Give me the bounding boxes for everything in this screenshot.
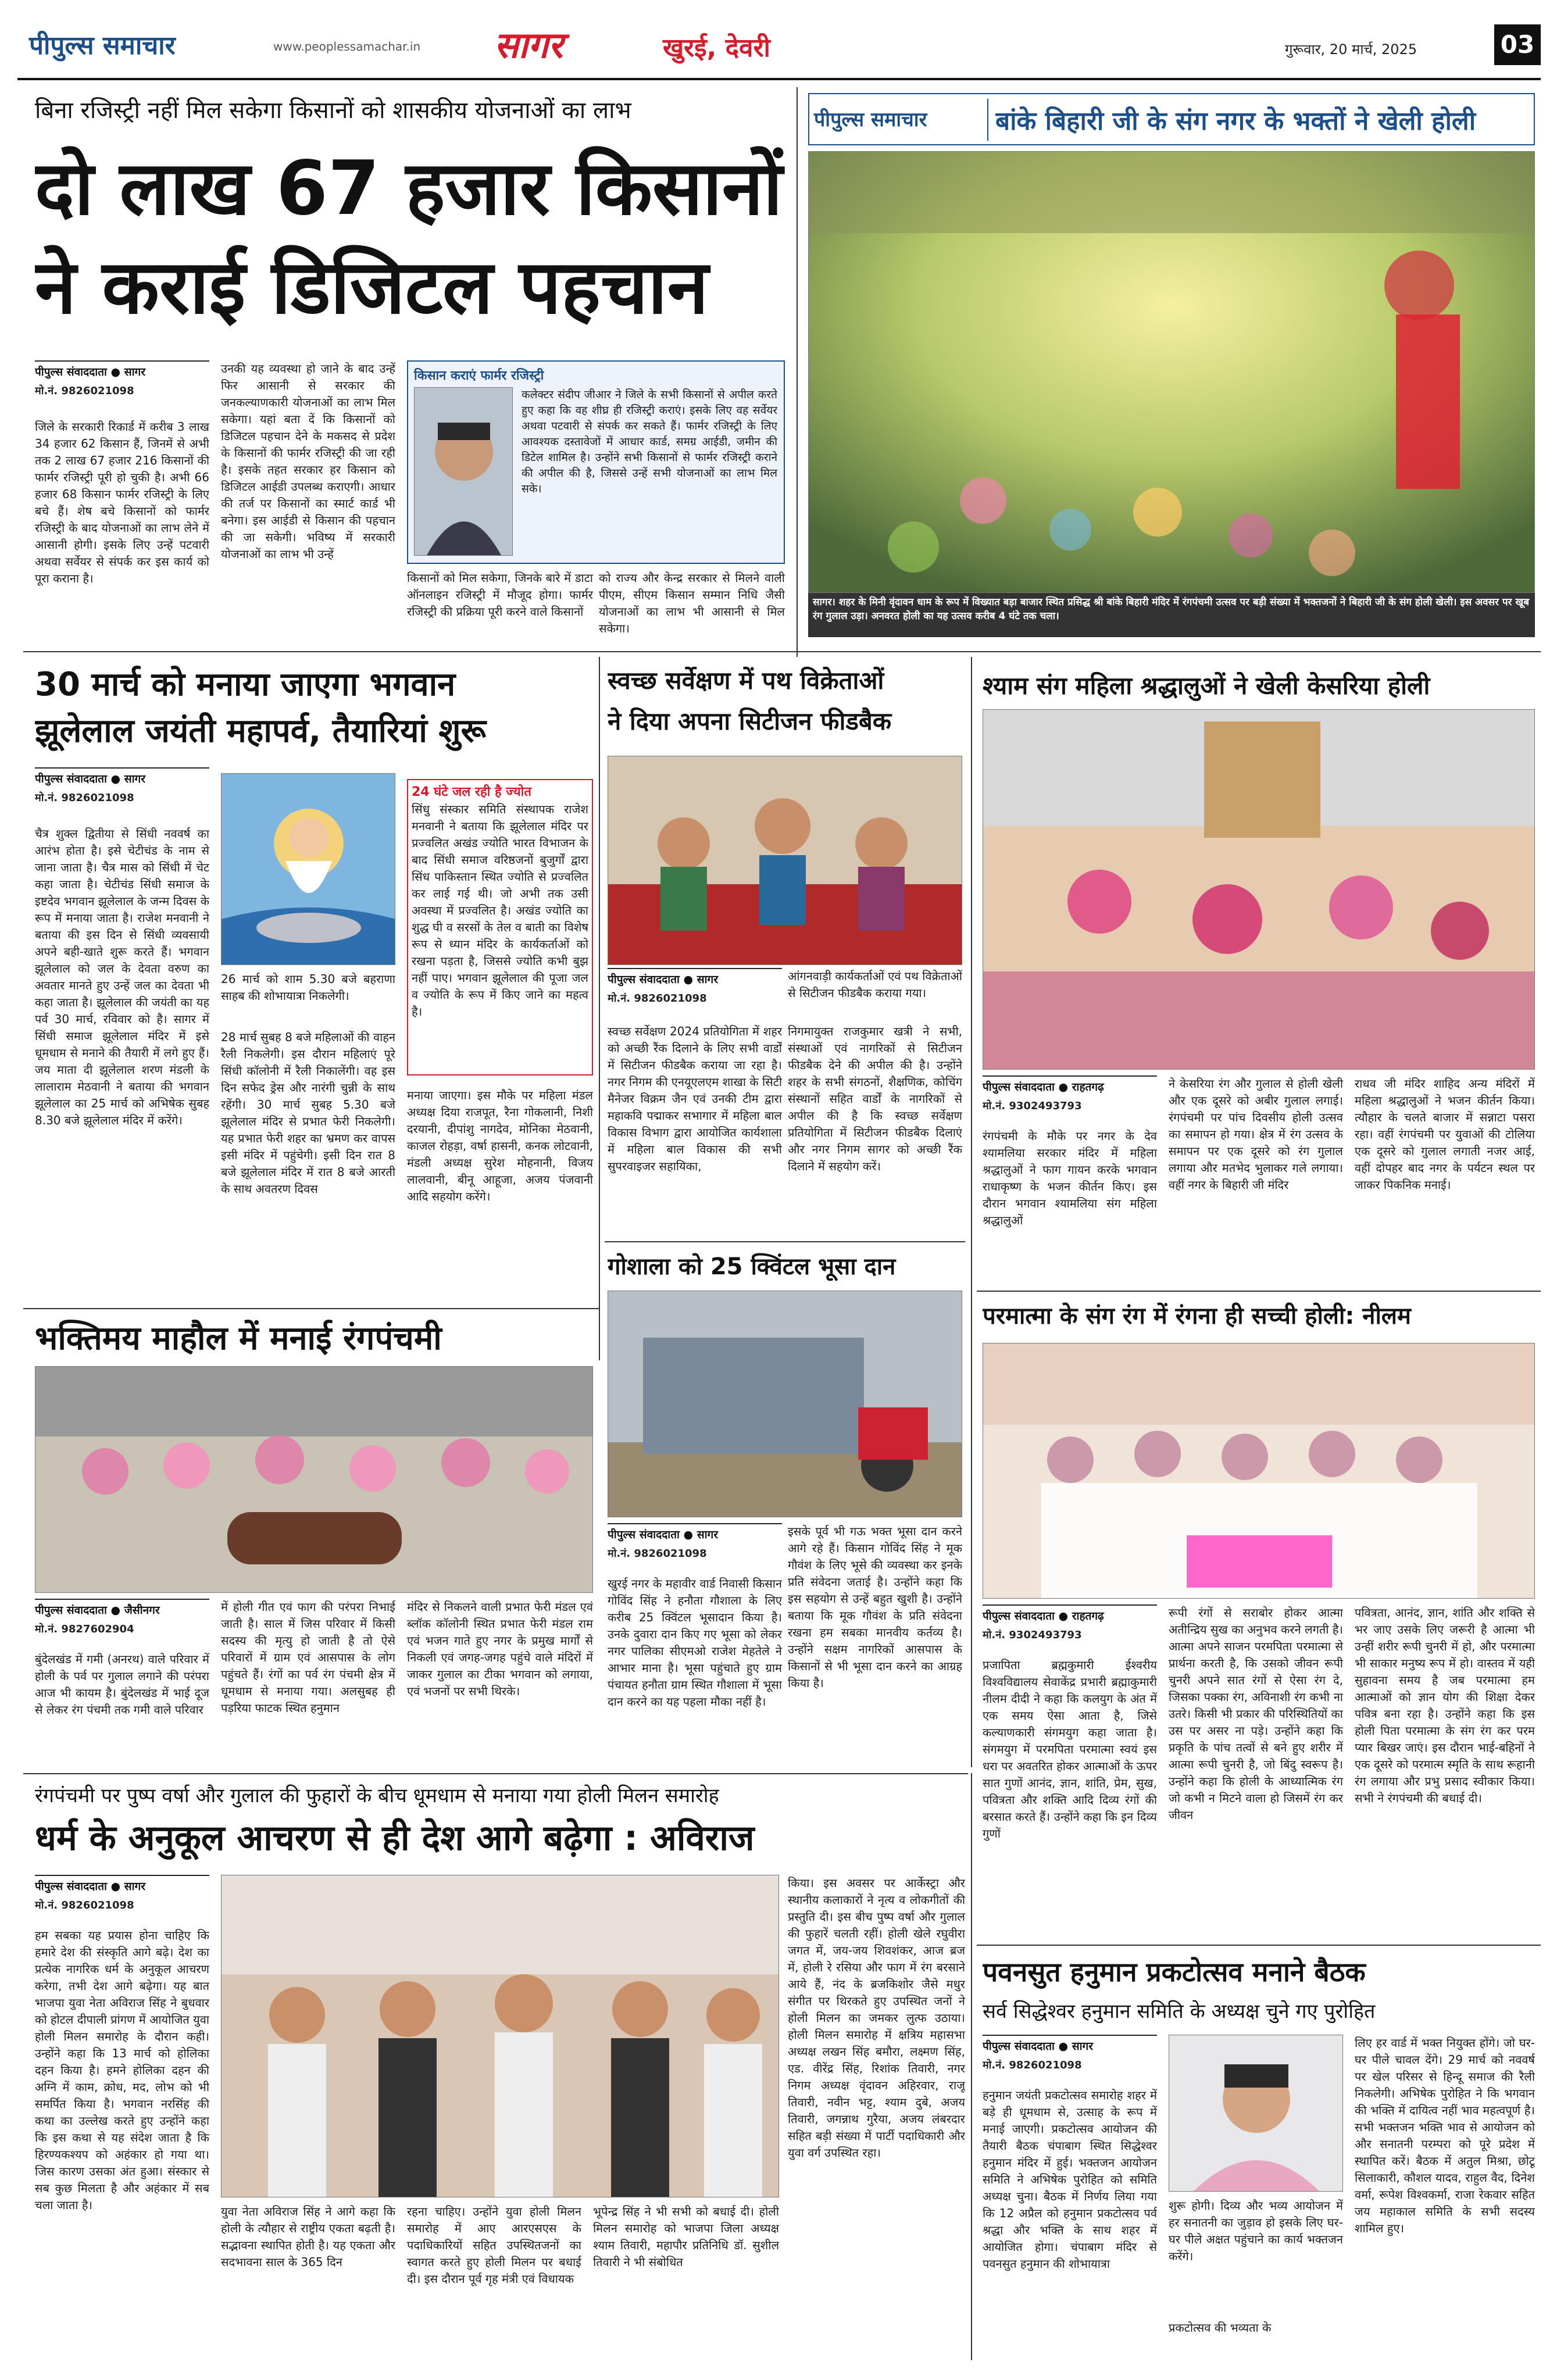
- story8-col2: रूपी रंगों से सराबोर होकर आत्मा अतीन्द्रिय सुख का अनुभव करने लगती है। आत्मा अपने साजन परमपिता परमात्मा से प्रार्थना करती है, कि उसको जीवन रूपी चुनरी अपने सात रंगों से ऐसा रंग दे, जिसका पक्का रंग, अविनाशी रंग कभी ना उतरे। किसी भी प्रकार की परिस्थितियों का उस पर असर ना पड़े। उन्होंने कहा कि प्रकृति के पांच तत्वों से बने हुए शरीर में आत्मा रूपी चुनरी है, जो बिंदु स्वरूप है। उन्होंने कहा कि होली के आध्यात्मिक रंग जो कभी न मिटने वाला हो जिसमें रंग कर जीवन: [1169, 1606, 1343, 1822]
- town-names: खुरई, देवरी: [663, 33, 770, 63]
- divider-v-mid1: [599, 657, 600, 1360]
- story10-col3: शुरू होगी। दिव्य और भव्य आयोजन में हर सनातनी का जुड़ाव हो इसके लिए घर-घर पीले अक्षत पहुंचाने का कार्य भक्तजन करेंगे।: [1169, 2199, 1343, 2263]
- rangpanchami-photo: [35, 1366, 593, 1593]
- story7-mobile: मो.नं. 9826021098: [608, 1548, 707, 1560]
- city-name: सागर: [494, 24, 563, 66]
- story3-col2: 28 मार्च सुबह 8 बजे महिलाओं की वाहन रैली निकलेगी। इस दौरान महिलाएं पूरे सिंधी कॉलोनी में रैली निकालेंगी। वह इस दिन सफेद ड्रेस और नारंगी चुन्नी के साथ रहेंगी। 30 मार्च सुबह 5.30 बजे झूलेलाल मंदिर से प्रभात फेरी निकलेगी। यह प्रभात फेरी शहर का भ्रमण कर वापस इसी मंदिर में पहुंचेगी। इसी दिन रात 8 बजे झूलेलाल मंदिर में रात 8 बजे आरती के साथ अवतरण दिवस: [221, 1030, 395, 1196]
- story9-col5: किया। इस अवसर पर आर्केस्ट्रा और स्थानीय कलाकारों ने नृत्य व लोकगीतों की प्रस्तुति दी। इस बीच पुष्प वर्षा और गुलाल की फुहारें चलती रहीं। होली खेले रघुवीरा जगत में, जय-जय शिवशंकर, आज ब्रज में, होली रे रसिया और फाग में रंग बरसाने आये हैं, नंद के ब्रजकिशोर जैसे मधुर संगीत पर थिरकते हुए उपस्थित जनों ने होली मिलन का जमकर लुत्फ उठाया। होली मिलन समारोह में क्षत्रिय महासभा अध्यक्ष लखन सिंह बमौरा, लक्ष्मण सिंह, एड. वीरेंद्र सिंह, रिशांक तिवारी, नगर निगम अध्यक्ष वृंदावन अहिरवार, राजू तिवारी, नवीन भट्ट, श्याम दुबे, अजय तिवारी, जगन्नाथ गुरैया, अजय लंबरदार सहित बड़ी संख्या में पार्टी पदाधिकारी और युवा वर्ग उपस्थित रहा।: [788, 1876, 965, 2160]
- story4-mobile: मो.नं. 9826021098: [608, 992, 707, 1005]
- jyot-box-text: सिंधु संस्कार समिति संस्थापक राजेश मनवानी ने बताया कि झूलेलाल मंदिर पर प्रज्वलित अखंड ज्योति भारत विभाजन के बाद सिंधी समाज वरिष्ठजनों बुजुर्गों द्वारा सिंध पाकिस्तान स्थित ज्योति से प्रज्वलित कर लाई गई थी। जो अभी तक उसी अवस्था में प्रज्वलित है। अखंड ज्योति का शुद्ध घी व सरसों के तेल व बाती का विशेष रूप से ध्यान मंदिर के कार्यकर्ताओं को रखना पड़ता है, जिससे ज्योति कभी बुझ नहीं पाए। भगवान झूलेलाल की पूजा जल व ज्योति के रूप में किए जाने का महत्व है।: [412, 802, 588, 1019]
- story10-subhead: सर्व सिद्धेश्वर हनुमान समिति के अध्यक्ष चुने गए पुरोहित: [983, 2000, 1376, 2023]
- story6-col1: बुंदेलखंड में गमी (अनरथ) वाले परिवार में होली के पर्व पर गुलाल लगाने की परंपरा आज भी कायम है। बुंदेलखंड में भाई दूज से लेकर रंग पंचमी तक गमी वाले परिवार: [35, 1652, 209, 1717]
- issue-date: गुरूवार, 20 मार्च, 2025: [1285, 41, 1417, 58]
- collector-photo: [414, 387, 513, 556]
- story3-byline: पीपुल्स संवाददाता ● सागर: [35, 767, 209, 787]
- story6-col2: में होली गीत एवं फाग की परंपरा निभाई जाती है। साल में जिस परिवार में किसी सदस्य की मृत्यु हो जाती है तो ऐसे परिवारों में ग्राम एवं आसपास के लोग पहुंचते हैं। रंगों का पर्व रंग पंचमी क्षेत्र में धूमधाम से मनाया गया। अलसुबह ही पड़रिया फाटक स्थित हनुमान: [221, 1600, 395, 1715]
- story10-byline: पीपुल्स संवाददाता ● सागर: [983, 2035, 1157, 2054]
- story4-headline-line1: स्वच्छ सर्वेक्षण में पथ विक्रेताओं: [608, 666, 884, 695]
- jyot-box: [407, 779, 593, 1075]
- divider-v-bottom: [971, 1773, 972, 2360]
- story1-kicker: बिना रजिस्ट्री नहीं मिल सकेगा किसानों को शासकीय योजनाओं का लाभ: [35, 97, 631, 124]
- story1-col2: उनकी यह व्यवस्था हो जाने के बाद उन्हें फिर आसानी से सरकार की जनकल्याणकारी योजनाओं का लाभ मिल सकेगा। यहां बता दें कि किसानों को डिजिटल पहचान देने के मकसद से प्रदेश के किसानों की फार्मर रजिस्ट्री की जा रही है। इसके तहत सरकार हर किसान को डिजिटल आईडी उपलब्ध कराएगी। आधार की तर्ज पर किसानों का स्मार्ट कार्ड भी बनेगा। इस आईडी से किसान की पहचान की जा सकेगी। भविष्य में सरकारी योजनाओं का लाभ भी उन्हें: [221, 362, 395, 561]
- story10-col2: लिए हर वार्ड में भक्त नियुक्त होंगे। जो घर-घर पीले चावल देंगे। 29 मार्च को नववर्ष पर खेल परिसर से हिन्दू समाज की रैली निकलेगी। अभिषेक पुरोहित ने कि भगवान की भक्ति में दायित्व नहीं भाव महत्वपूर्ण है। सभी भक्तजन भक्ति भाव से आयोजन को और सनातनी परम्परा को पूरे प्रदेश में स्थापित करें। बैठक में अतुल मिश्रा, छोटू सिलाकारी, कौशल यादव, राहुल वैद, दिनेश वर्मा, रूपेश विश्वकर्मा, राजा रेकवार सहित जय महाकाल समिति के सभी सदस्य शामिल हुए।: [1355, 2036, 1535, 2235]
- temple-holi-illustration: [983, 710, 1535, 1070]
- holi-crowd-illustration: [809, 152, 1535, 593]
- kesariya-holi-photo: [983, 709, 1535, 1070]
- divider-h-6: [977, 1945, 1541, 1946]
- story9-col3: रहना चाहिए। उन्होंने युवा होली मिलन समारोह में आए आरएसएस के पदाधिकारियों सहित उपस्थितजनों का स्वागत करते हुए होली मिलन पर बधाई दी। इस दौरान पूर्व गृह मंत्री एवं विधायक: [407, 2204, 581, 2286]
- tractor-bhusa-illustration: [608, 1291, 962, 1517]
- women-with-phones-illustration: [608, 756, 962, 965]
- feedback-photo: [608, 756, 962, 965]
- story1-headline-line2: ने कराई डिजिटल पहचान: [35, 244, 709, 331]
- divider-h-4: [977, 1291, 1541, 1292]
- holi-milan-photo: [221, 1875, 779, 2197]
- paper-url[interactable]: www.peoplessamachar.in: [273, 40, 421, 53]
- story9-kicker: रंगपंचमी पर पुष्प वर्षा और गुलाल की फुहारों के बीच धूमधाम से मनाया गया होली मिलन समारोह: [35, 1784, 719, 1807]
- story8-byline: पीपुल्स संवाददाता ● राहतगढ़: [983, 1604, 1157, 1624]
- story1-byline: पीपुल्स संवाददाता ● सागर: [35, 360, 209, 380]
- page-number: 03: [1494, 24, 1541, 65]
- story3-headline-line1: 30 मार्च को मनाया जाएगा भगवान: [35, 666, 456, 703]
- story6-byline: पीपुल्स संवाददाता ● जैसीनगर: [35, 1599, 209, 1618]
- jhulelal-photo: [221, 773, 395, 965]
- story5-col1: रंगपंचमी के मौके पर नगर के देव श्यामलिया सरकार मंदिर में महिला श्रद्धालुओं ने फाग गायन करके भगवान राधाकृष्ण के भजन कीर्तन किए। इस दौरान भगवान श्यामलिया संग महिला श्रद्धालुओं: [983, 1129, 1157, 1227]
- story10-col1: हनुमान जयंती प्रकटोत्सव समारोह शहर में बड़े ही धूमधाम से, उत्साह के रूप में मनाई जाएगी। प्रकटोत्सव आयोजन की तैयारी बैठक चंपाबाग स्थित सिद्धेश्वर हनुमान मंदिर में हुई। भक्तजन आयोजन समिति ने अभिषेक पुरोहित को समिति अध्यक्ष चुना। बैठक में निर्णय लिया गया कि 12 अप्रैल को हनुमान प्रकटोत्सव पर्व श्रद्धा और भक्ति के साथ शहर में आयोजित होगा। चंपाबाग मंदिर से पवनसुत हनुमान की शोभायात्रा: [983, 2088, 1157, 2271]
- story1-mobile: मो.नं. 9826021098: [35, 385, 134, 397]
- divider-v-top: [797, 87, 798, 657]
- sidebox-title: किसान कराएं फार्मर रजिस्ट्री: [414, 369, 544, 383]
- story5-mobile: मो.नं. 9302493793: [983, 1100, 1082, 1112]
- jhulelal-deity-illustration: [222, 774, 395, 965]
- divider-h-3: [605, 1241, 965, 1242]
- story3-mobile: मो.नं. 9826021098: [35, 792, 134, 804]
- story4-col2: निगमायुक्त राजकुमार खत्री ने सभी, संस्थाओं एवं नागरिकों से सिटीजन फीडबैक देने की अपील की है। उन्होंने शहर के सभी संगठनों, शैक्षणिक, कोचिंग संस्थानों सहित वार्डों के नागरिकों से अपील की है कि स्वच्छ सर्वेक्षण प्रतियोगिता में सिटीजन फीडबैक दिलाएं और नगर निगम सागर को अच्छी रैंक दिलाने में सहयोग करें।: [788, 1024, 962, 1173]
- story4-col1: स्वच्छ सर्वेक्षण 2024 प्रतियोगिता में शहर को अच्छी रैंक दिलाने के लिए सभी वार्डों में सिटीजन फीडबैक कराया जा रहा है। नगर निगम की एनयूएलएम शाखा के सिटी मैनेजर विक्रम जैन एवं उनकी टीम द्वारा महाकवि पद्माकर सभागार में महिला बाल विकास विभाग द्वारा आयोजित कार्यशाला में महिला बाल विकास की सभी सुपरवाइजर सहायिका,: [608, 1024, 782, 1173]
- story1-col3: किसानों को मिल सकेगा, जिनके बारे में डाटा ऑनलाइन रजिस्ट्री में मौजूद होगा। फार्मर रजिस्ट्री की प्रक्रिया पूरी करने वाले किसानों: [407, 571, 593, 619]
- story1-col4: को राज्य और केन्द्र सरकार से मिलने वाली पीएम, सीएम किसान सम्मान निधि जैसी योजनाओं का लाभ भी आसानी से मिल सकेगा।: [599, 571, 785, 635]
- story5-byline: पीपुल्स संवाददाता ● राहतगढ़: [983, 1075, 1157, 1095]
- collector-portrait-icon: [415, 388, 513, 556]
- purohit-photo: [1169, 2035, 1343, 2192]
- story5-col3: राधव जी मंदिर शाहिद अन्य मंदिरों में महिला श्रद्धालुओं ने भजन कीर्तन किया। त्यौहार के चलते बाजार में सन्नाटा पसरा रहा। वहीं रंगपंचमी पर युवाओं की टोलिया एक दूसरे को गुलाल लगाती नजर आई, वहीं दोपहर बाद नगर के पर्यटन स्थल पर जाकर पिकनिक मनाई।: [1355, 1077, 1535, 1192]
- story9-col1: हम सबका यह प्रयास होना चाहिए कि हमारे देश की संस्कृति आगे बढ़े। देश का प्रत्येक नागरिक धर्म के अनुकूल आचरण करेगा, तभी देश आगे बढ़ेगा। यह बात भाजपा युवा नेता अविराज सिंह ने बुधवार को होटल दीपाली प्रांगण में आयोजित युवा होली मिलन समारोह के दौरान कही। उन्होंने कहा कि 13 मार्च को होलिका दहन किया है। हमने होलिका दहन की अग्नि में काम, क्रोध, मद, लोभ को भी समर्पित किया है। भगवान नरसिंह की कथा का उल्लेख करते हुए उन्होंने कहा कि इस कथा से यह संदेश जाता है कि हिरण्यकश्यप को अहंकार हो गया था। जिस कारण उसका अंत हुआ। संस्कार से सब कुछ मिलता है और अहंकार में सब चला जाता है।: [35, 1928, 209, 2212]
- jhulelal-img-caption: 26 मार्च को शाम 5.30 बजे बहराणा साहब की शोभायात्रा निकलेगी।: [221, 972, 395, 1003]
- story2-header: [808, 93, 1535, 145]
- story10-headline: पवनसुत हनुमान प्रकटोत्सव मनाने बैठक: [983, 1956, 1366, 1988]
- story9-mobile: मो.नं. 9826021098: [35, 1899, 134, 1911]
- divider-v-mid2: [971, 657, 972, 1767]
- story4-byline: पीपुल्स संवाददाता ● सागर: [608, 968, 782, 988]
- story6-headline: भक्तिमय माहौल में मनाई रंगपंचमी: [35, 1320, 442, 1357]
- story8-col3: पवित्रता, आनंद, ज्ञान, शांति और शक्ति से भर जाए उसके लिए जरूरी है आत्मा भी उन्हीं शरीर रूपी चुनरी में हो, और परमात्मा भी साकार मनुष्य रूप में हो। वास्तव में यही सुहावना समय है जब परमात्मा हम आत्माओं को ज्ञान योग की शिक्षा देकर पवित्र बना रहा है। उन्होंने कहा कि इस होली पिता परमात्मा के संग रंग कर परम प्यार बिखर जाएं। इस दौरान भाई-बहिनों ने एक दूसरे को परमात्म स्मृति के साथ रूहानी रंग लगाया और प्रभु प्रसाद स्वीकार किया। सभी ने रंगपंचमी की बधाई दी।: [1355, 1606, 1535, 1805]
- brahmakumari-group-illustration: [983, 1343, 1535, 1599]
- leaders-garland-illustration: [222, 1875, 779, 2197]
- sidebox-text: कलेक्टर संदीप जीआर ने जिले के सभी किसानों से अपील करते हुए कहा कि वह शीघ्र ही रजिस्ट्री कराएं। इसके लिए वह सर्वेयर अथवा पटवारी से संपर्क कर सकते हैं। फार्मर रजिस्ट्री के लिए आवश्यक दस्तावेजों में आधार कार्ड, समग्र आईडी, जमीन की डिटेल शामिल है। उन्होंने सभी किसानों से फार्मर रजिस्ट्री कराने की अपील की है, जिससे उन्हें सभी योजनाओं का लाभ मिल सके।: [522, 388, 777, 495]
- banke-bihari-holi-photo: [808, 151, 1535, 593]
- paper-logo: पीपुल्स समाचार: [29, 31, 176, 60]
- masthead: [17, 16, 1541, 80]
- story5-col2: ने केसरिया रंग और गुलाल से होली खेली और एक दूसरे को अबीर गुलाल लगाई। रंगपंचमी पर पांच दिवसीय होली उत्सव का समापन हो गया। क्षेत्र में रंग उत्सव के समापन पर एक दूसरे को रंग गुलाल लगाया और मतभेद भुलाकर गले लगाया। वहीं नगर के बिहारी जी मंदिर: [1169, 1077, 1343, 1192]
- farmer-registry-sidebox: [407, 360, 785, 564]
- divider-h-2: [23, 1308, 599, 1309]
- story6-mobile: मो.नं. 9827602904: [35, 1623, 134, 1635]
- story7-col2: इसके पूर्व भी गऊ भक्त भूसा दान करने आगे रहे हैं। किसान गोविंद सिंह ने मूक गौवंश के लिए भूसे की व्यवस्था कर इनके प्रति संवेदना जताई है। उन्होंने कहा कि इस सहयोग से उन्हें बहुत खुशी है। उन्होंने बताया कि मूक गौवंश के प्रति संवेदना रखना हम सबका मानवीय कर्तव्य है। उन्होंने सक्षम नागरिकों आसपास के किसानों से भी भूसा दान करने का आग्रह किया है।: [788, 1524, 962, 1690]
- story7-byline: पीपुल्स संवाददाता ● सागर: [608, 1523, 782, 1543]
- story9-headline: धर्म के अनुकूल आचरण से ही देश आगे बढ़ेगा : अविराज: [35, 1818, 755, 1859]
- story9-byline: पीपुल्स संवाददाता ● सागर: [35, 1875, 209, 1895]
- story1-headline-line1: दो लाख 67 हजार किसानों: [35, 145, 783, 232]
- story8-col1: प्रजापिता ब्रह्मकुमारी ईश्वरीय विश्वविद्यालय सेवाकेंद्र प्रभारी ब्रह्माकुमारी नीलम दीदी ने कहा कि कलयुग के अंत में एक समय ऐसा आता है, जिसे कल्याणकारी संगमयुग कहा जाता है। संगमयुग में परमपिता परमात्मा स्वयं इस धरा पर अवतरित होकर आत्माओं के ऊपर सात गुणों आनंद, ज्ञान, शांति, प्रेम, सुख, पवित्रता और शक्ति आदि दिव्य रंगों की बरसात करते हैं। उन्होंने कहा कि इन दिव्य गुणों: [983, 1658, 1157, 1841]
- jyot-box-title: 24 घंटे जल रही है ज्योत: [412, 785, 531, 799]
- story10-col3b: प्रकटोत्सव की भव्यता के: [1169, 2321, 1272, 2335]
- story9-col4: भूपेन्द्र सिंह ने भी सभी को बधाई दी। होली मिलन समारोह को भाजपा जिला अध्यक्ष श्याम तिवारी, महापौर प्रतिनिधि डॉ. सुशील तिवारी ने भी संबोधित: [593, 2204, 779, 2269]
- story2-logo: पीपुल्स समाचार: [814, 99, 988, 141]
- story5-headline: श्याम संग महिला श्रद्धालुओं ने खेली केसरिया होली: [983, 671, 1430, 700]
- story8-headline: परमात्मा के संग रंग में रंगना ही सच्ची होली: नीलम: [983, 1303, 1411, 1330]
- divider-h-1: [23, 651, 1541, 652]
- dholak-crowd-illustration: [35, 1367, 593, 1593]
- story2-headline: बांके बिहारी जी के संग नगर के भक्तों ने खेली होली: [995, 106, 1476, 136]
- story3-col3: मनाया जाएगा। इस मौके पर महिला मंडल अध्यक्ष दिया राजपूत, रैना गोकलानी, निशी दरयानी, दीपांशु नागदेव, मोनिका मेठवानी, काजल रोहड़ा, वर्षा हासनी, कनक लोटवानी, मंडली अध्यक्ष सुरेश मोहनानी, विजय लालवानी, बीनू आहूजा, अजय पंजवानी आदि सहयोग करेंगे।: [407, 1088, 593, 1203]
- story3-col1: चैत्र शुक्ल द्वितीया से सिंधी नववर्ष का आरंभ होता है। इसे चेटीचंड के नाम से जाना जाता है। चैत्र मास को सिंधी में चेट कहा जाता है। चेटीचंड सिंधी समाज के इष्टदेव भगवान झूलेलाल के जन्म दिवस के रूप में मनाया जाता है। राजेश मनवानी ने बताया की इस दिन से सिंधी व्यवसायी अपने बही-खाते शुरू करते हैं। भगवान झूलेलाल को जल के देवता वरुण का अवतार मानते हुए उन्हें जल का देवता भी कहा जाता है। झूलेलाल की जयंती का यह पर्व 30 मार्च, रविवार को है। सागर में सिंधी समाज झूलेलाल मंदिर में इसे धूमधाम से मनाने की तैयारी में लगे हुए हैं। जय माता दी झूलेलाल शरण मंडली के लालाराम मेठवानी ने बताया की भगवान झूलेलाल का 25 मार्च को अभिषेक सुबह 8.30 बजे झूलेलाल मंदिर में करेंगे।: [35, 827, 209, 1127]
- divider-h-5: [23, 1773, 968, 1774]
- story1-col1: जिले के सरकारी रिकार्ड में करीब 3 लाख 34 हजार 62 किसान हैं, जिनमें से अभी तक 2 लाख 67 हजार 216 किसानों की फार्मर रजिस्ट्री पूरी हो चुकी है। अभी 66 हजार 68 किसान फार्मर रजिस्ट्री के लिए बचे हैं। शेष बचे किसानों को फार्मर रजिस्ट्री के बाद योजनाओं का लाभ लेने में आसानी होगी। इसके लिए उन्हें पटवारी अथवा सर्वेयर से संपर्क कर इस कार्य को पूरा कराना है।: [35, 420, 209, 585]
- bhusa-donation-photo: [608, 1291, 962, 1517]
- story7-headline: गोशाला को 25 क्विंटल भूसा दान: [608, 1253, 896, 1280]
- story10-mobile: मो.नं. 9826021098: [983, 2059, 1082, 2071]
- story9-col2: युवा नेता अविराज सिंह ने आगे कहा कि होली के त्यौहार से राष्ट्रीय एकता बढ़ती है। सद्भावना स्थापित होती है। यह एकता और सदभावना साल के 365 दिन: [221, 2204, 395, 2269]
- story6-col3: मंदिर से निकलने वाली प्रभात फेरी मंडल एवं ब्लॉक कॉलोनी स्थित प्रभात फेरी मंडल राम एवं भजन गाते हुए नगर के प्रमुख मार्गों से निकली एवं जगह-जगह पहुंचे वाले मंदिरों में जाकर गुलाल का टीका भगवान को लगाया, एवं भजनों पर सभी थिरके।: [407, 1600, 593, 1698]
- story2-caption: सागर। शहर के मिनी वृंदावन धाम के रूप में विख्यात बड़ा बाजार स्थित प्रसिद्ध श्री बांके बिहारी मंदिर में रंगपंचमी उत्सव पर बड़ी संख्या में भक्तजनों ने बिहारी जी के संग होली खेली। इस अवसर पर खूब रंग गुलाल उड़ा। अनवरत होली का यह उत्सव करीब 4 घंटे तक चला।: [808, 593, 1535, 637]
- story3-headline-line2: झूलेलाल जयंती महापर्व, तैयारियां शुरू: [35, 712, 487, 750]
- purohit-portrait-icon: [1169, 2035, 1343, 2192]
- story7-col1: खुरई नगर के महावीर वार्ड निवासी किसान गोविंद सिंह ने हनौता गौशाला के लिए करीब 25 क्विंटल भूसादान किया है। उनके दुवारा दान किए गए भूसा को लेकर नगर पालिका सीएमओ राजेश मेहतेले ने आभार माना है। भूसा पहुंचाते हुए ग्राम पंचायत हनौता ग्राम स्थित गौशाला में भूसा दान करने का यह पहला मौका नहीं है।: [608, 1577, 782, 1709]
- story8-mobile: मो.नं. 9302493793: [983, 1629, 1082, 1641]
- brahmakumari-photo: [983, 1343, 1535, 1599]
- story4-headline-line2: ने दिया अपना सिटीजन फीडबैक: [608, 707, 892, 735]
- story4-photo-caption: आंगनवाड़ी कार्यकर्ताओं एवं पथ विक्रेताओं से सिटीजन फीडबैक कराया गया।: [788, 969, 962, 1000]
